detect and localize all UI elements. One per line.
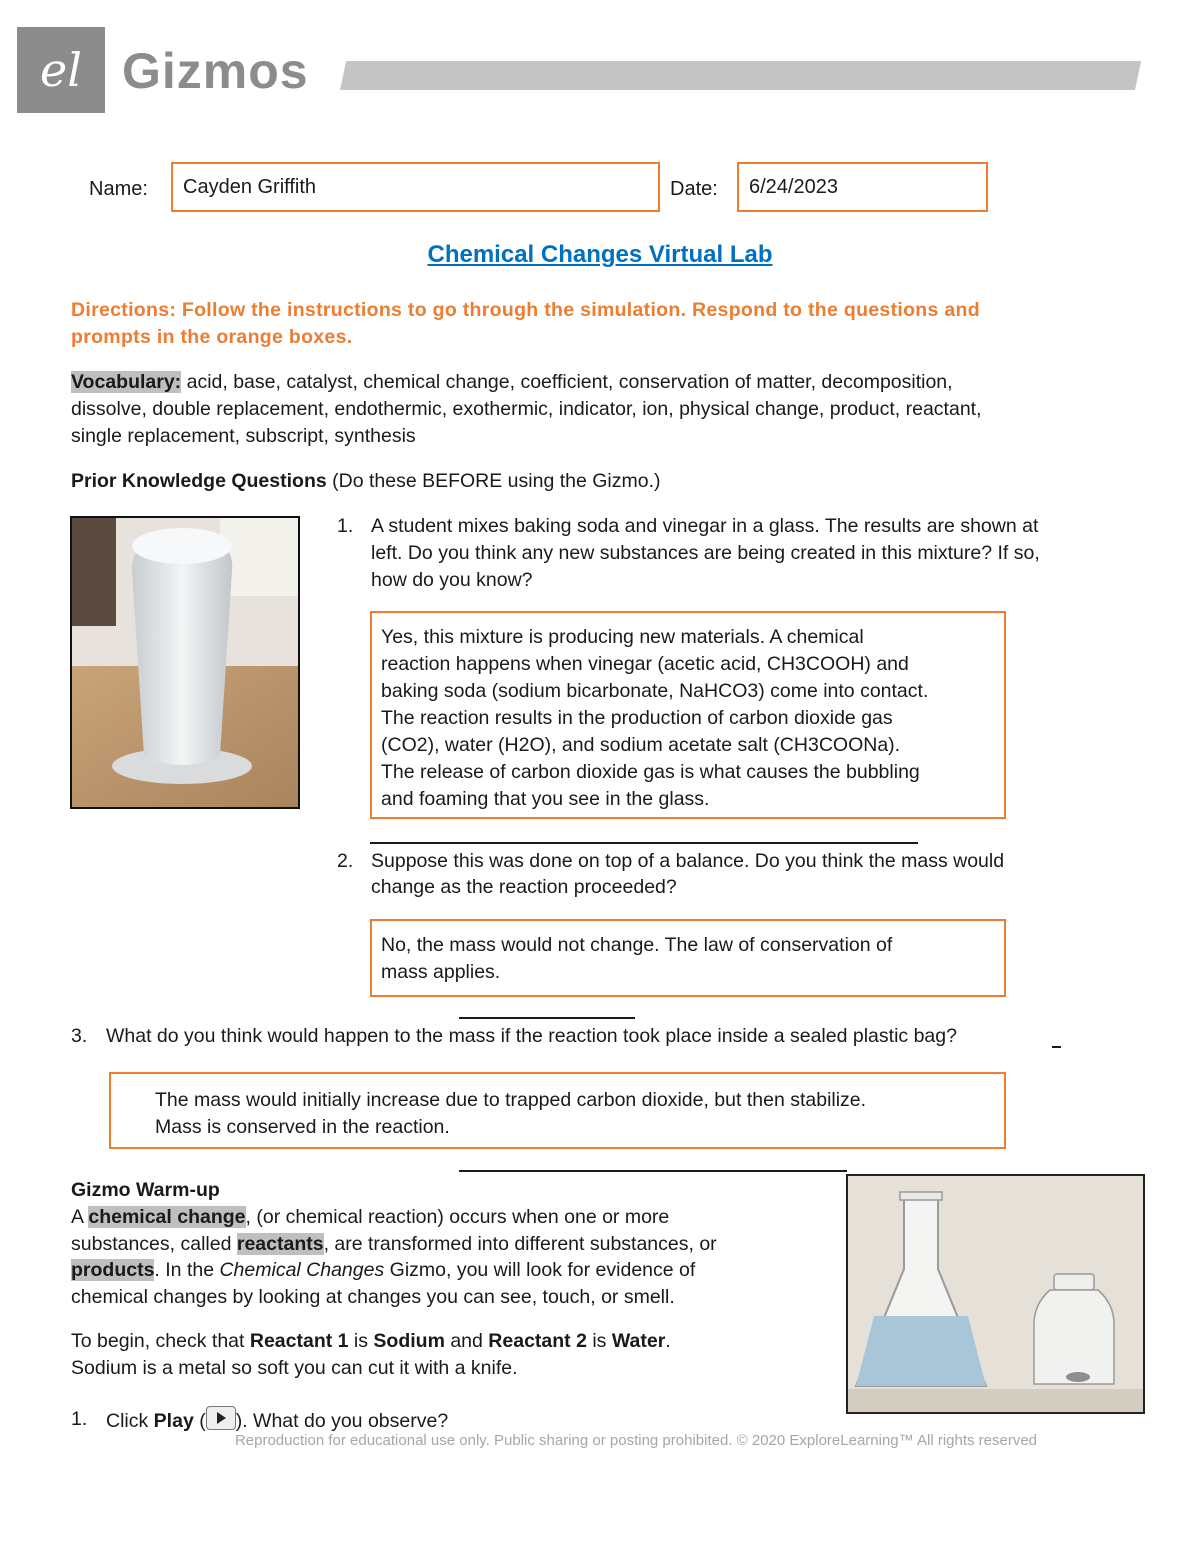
q1-line-2: left. Do you think any new substances are being created in this mixture? If so, <box>371 542 1040 564</box>
name-label: Name: <box>89 178 148 200</box>
warmup-p2-line-2: Sodium is a metal so soft you can cut it with a knife. <box>71 1357 518 1379</box>
q1-answer-line: The reaction results in the production of carbon dioxide gas <box>381 707 893 729</box>
q1-answer-line: Yes, this mixture is producing new materials. A chemical <box>381 626 864 648</box>
q3-text: What do you think would happen to the mass if the reaction took place inside a sealed plastic bag? <box>106 1025 957 1047</box>
q1-answer-line: The release of carbon dioxide gas is what causes the bubbling <box>381 761 920 783</box>
q2-answer-line: No, the mass would not change. The law of conservation of <box>381 934 893 956</box>
step1-number: 1. <box>71 1408 88 1430</box>
term-chemical-change: chemical change <box>88 1206 246 1228</box>
prior-knowledge-heading: Prior Knowledge Questions (Do these BEFORE using the Gizmo.) <box>71 470 661 492</box>
play-icon <box>206 1406 236 1430</box>
q1-answer-line: and foaming that you see in the glass. <box>381 788 710 810</box>
q1-underline <box>370 842 918 844</box>
q2-line-2: change as the reaction proceeded? <box>371 876 677 898</box>
directions-line-2: prompts in the orange boxes. <box>71 326 353 348</box>
warmup-p1-line-1: A chemical change, (or chemical reaction) occurs when one or more <box>71 1206 670 1228</box>
date-label: Date: <box>670 178 718 200</box>
brand-name: Gizmos <box>122 43 309 99</box>
flask-and-jar-illustration <box>846 1174 1145 1414</box>
q1-number: 1. <box>337 515 354 537</box>
q1-line-1: A student mixes baking soda and vinegar in a glass. The results are shown at <box>371 515 1039 537</box>
q2-answer-box[interactable] <box>370 919 1006 997</box>
q3-answer-line: Mass is conserved in the reaction. <box>155 1116 450 1138</box>
q1-answer-line: reaction happens when vinegar (acetic acid, CH3COOH) and <box>381 653 909 675</box>
baking-soda-vinegar-photo <box>70 516 300 809</box>
q2-number: 2. <box>337 850 354 872</box>
warmup-p1-line-2: substances, called reactants, are transformed into different substances, or <box>71 1233 717 1255</box>
header-bar <box>340 61 1141 90</box>
q1-answer-line: (CO2), water (H2O), and sodium acetate salt (CH3COONa). <box>381 734 901 756</box>
page-title: Chemical Changes Virtual Lab <box>427 241 773 268</box>
q3-underline <box>459 1170 847 1172</box>
warmup-heading: Gizmo Warm-up <box>71 1179 220 1201</box>
term-reactants: reactants <box>236 1233 324 1255</box>
q2-answer-line: mass applies. <box>381 961 501 983</box>
term-products: products <box>71 1259 155 1281</box>
q2-underline <box>459 1017 635 1019</box>
vocabulary-label: Vocabulary: <box>71 371 182 393</box>
q1-line-3: how do you know? <box>371 569 533 591</box>
date-field[interactable]: 6/24/2023 <box>737 162 988 212</box>
footer-copyright: Reproduction for educational use only. Public sharing or posting prohibited. © 2020 ExploreLearning™ All rights reserved <box>234 1432 1038 1449</box>
q1-answer-box[interactable] <box>370 611 1006 819</box>
vocabulary-line-1: Vocabulary: acid, base, catalyst, chemical change, coefficient, conservation of matter, decomposition, <box>71 371 953 393</box>
step1-text: Click Play ( ). What do you observe? <box>106 1406 448 1435</box>
q3-number: 3. <box>71 1025 88 1047</box>
gizmos-logo-icon: el <box>17 27 105 113</box>
warmup-p1-line-4: chemical changes by looking at changes you can see, touch, or smell. <box>71 1286 675 1308</box>
vocabulary-line-2: dissolve, double replacement, endothermic, exothermic, indicator, ion, physical change, product, reactant, <box>71 398 982 420</box>
name-field[interactable]: Cayden Griffith <box>171 162 660 212</box>
q1-answer-line: baking soda (sodium bicarbonate, NaHCO3) come into contact. <box>381 680 929 702</box>
warmup-p1-line-3: products. In the Chemical Changes Gizmo, you will look for evidence of <box>71 1259 696 1281</box>
warmup-p2-line-1: To begin, check that Reactant 1 is Sodium and Reactant 2 is Water. <box>71 1330 671 1352</box>
q2-line-1: Suppose this was done on top of a balance. Do you think the mass would <box>371 850 1005 872</box>
q3-answer-box[interactable] <box>109 1072 1006 1149</box>
q3-answer-line: The mass would initially increase due to trapped carbon dioxide, but then stabilize. <box>155 1089 867 1111</box>
directions-line-1: Directions: Follow the instructions to go through the simulation. Respond to the questions and <box>71 299 980 321</box>
q3-blank-line <box>1052 1046 1061 1048</box>
vocabulary-line-3: single replacement, subscript, synthesis <box>71 425 416 447</box>
